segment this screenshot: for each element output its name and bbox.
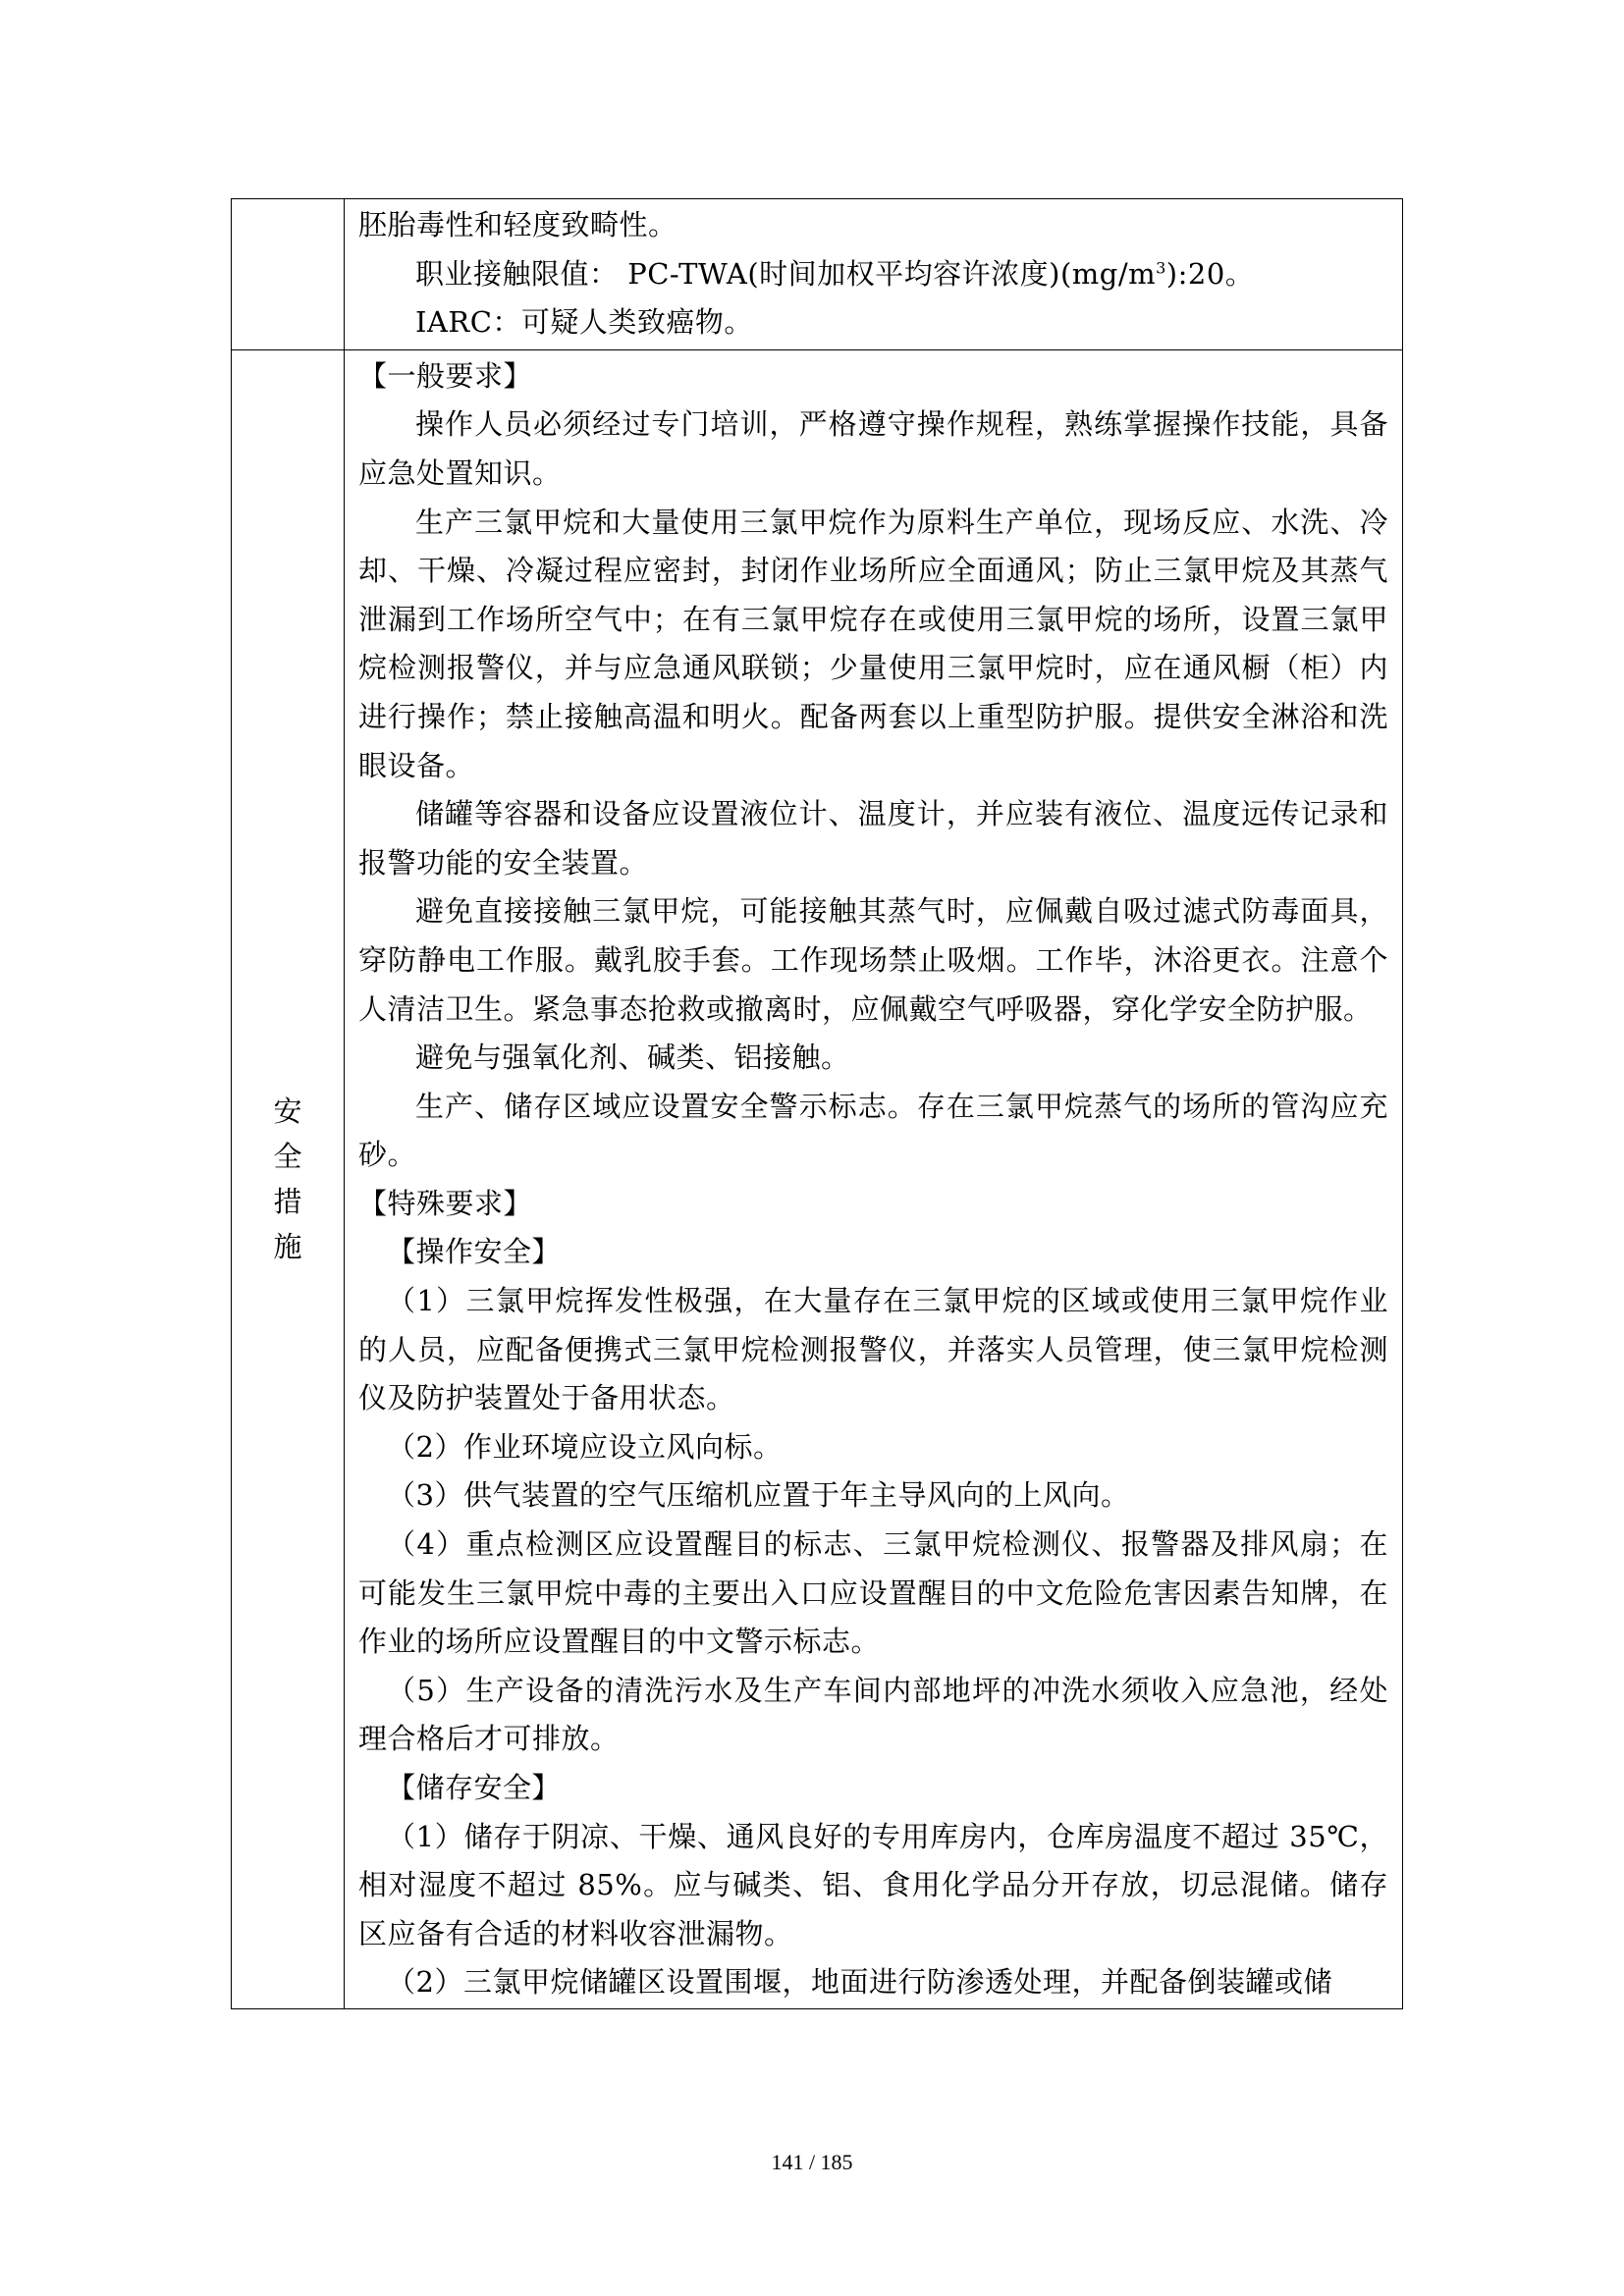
numbered-item: （1）三氯甲烷挥发性极强，在大量存在三氯甲烷的区域或使用三氯甲烷作业的人员，应配备便携式三氯甲烷检测报警仪，并落实人员管理，使三氯甲烷检测仪及防护装置处于备用状态。 [358, 1284, 1388, 1415]
safety-measures-content [345, 349, 1403, 2008]
label-char: 措 [273, 1185, 302, 1219]
iarc-line: IARC：可疑人类致癌物。 [415, 305, 753, 340]
exposure-limit-value: ):20。 [1165, 256, 1255, 291]
exposure-limit-text: 职业接触限值： PC-TWA(时间加权平均容许浓度)(mg/m [415, 256, 1157, 291]
label-char: 全 [273, 1140, 302, 1174]
table-row [232, 199, 1403, 350]
section-heading: 【一般要求】 [358, 358, 533, 393]
paragraph: 生产、储存区域应设置安全警示标志。存在三氯甲烷蒸气的场所的管沟应充砂。 [358, 1089, 1388, 1172]
label-char: 安 [273, 1095, 302, 1129]
paragraph: 避免直接接触三氯甲烷，可能接触其蒸气时，应佩戴自吸过滤式防毒面具，穿防静电工作服。戴乳胶手套。工作现场禁止吸烟。工作毕，沐浴更衣。注意个人清洁卫生。紧急事态抢救或撤离时，应佩戴空气呼吸器，穿化学安全防护服。 [358, 894, 1388, 1026]
paragraph: 操作人员必须经过专门培训，严格遵守操作规程，熟练掌握操作技能，具备应急处置知识。 [358, 407, 1388, 490]
superscript: 3 [1156, 257, 1166, 277]
numbered-item: （1）储存于阴凉、干燥、通风良好的专用库房内，仓库房温度不超过 35℃，相对湿度不超过 85%。应与碱类、铝、食用化学品分开存放，切忌混储。储存区应备有合适的材料收容泄漏物。 [358, 1819, 1388, 1950]
page-number: 141 / 185 [771, 2150, 853, 2174]
safety-measures-label [232, 349, 345, 2008]
paragraph: 生产三氯甲烷和大量使用三氯甲烷作为原料生产单位，现场反应、水洗、冷却、干燥、冷凝过程应密封，封闭作业场所应全面通风；防止三氯甲烷及其蒸气泄漏到工作场所空气中；在有三氯甲烷存在或使用三氯甲烷的场所，设置三氯甲烷检测报警仪，并与应急通风联锁；少量使用三氯甲烷时，应在通风橱（柜）内进行操作；禁止接触高温和明火。配备两套以上重型防护服。提供安全淋浴和洗眼设备。 [358, 505, 1388, 782]
numbered-item: （3）供气装置的空气压缩机应置于年主导风向的上风向。 [387, 1478, 1130, 1513]
exposure-limit-line [358, 250, 1388, 299]
text-line: 胚胎毒性和轻度致畸性。 [358, 208, 677, 241]
paragraph: 避免与强氧化剂、碱类、铝接触。 [415, 1041, 850, 1075]
numbered-item: （2）三氯甲烷储罐区设置围堰，地面进行防渗透处理，并配备倒装罐或储 [387, 1965, 1332, 2000]
subsection-heading: 【操作安全】 [387, 1235, 562, 1269]
subsection-heading: 【储存安全】 [387, 1771, 562, 1804]
section-heading: 【特殊要求】 [358, 1186, 533, 1220]
table-row [232, 349, 1403, 2008]
numbered-item: （5）生产设备的清洗污水及生产车间内部地坪的冲洗水须收入应急池，经处理合格后才可排放。 [358, 1673, 1388, 1756]
paragraph: 储罐等容器和设备应设置液位计、温度计，并应装有液位、温度远传记录和报警功能的安全装置。 [358, 797, 1388, 880]
row-label-empty [232, 199, 345, 350]
row-content [345, 199, 1403, 350]
numbered-item: （2）作业环境应设立风向标。 [387, 1429, 783, 1464]
numbered-item: （4）重点检测区应设置醒目的标志、三氯甲烷检测仪、报警器及排风扇；在可能发生三氯甲烷中毒的主要出入口应设置醒目的中文危险危害因素告知牌，在作业的场所应设置醒目的中文警示标志。 [358, 1527, 1388, 1659]
label-char: 施 [273, 1230, 302, 1264]
document-table [231, 198, 1403, 2009]
